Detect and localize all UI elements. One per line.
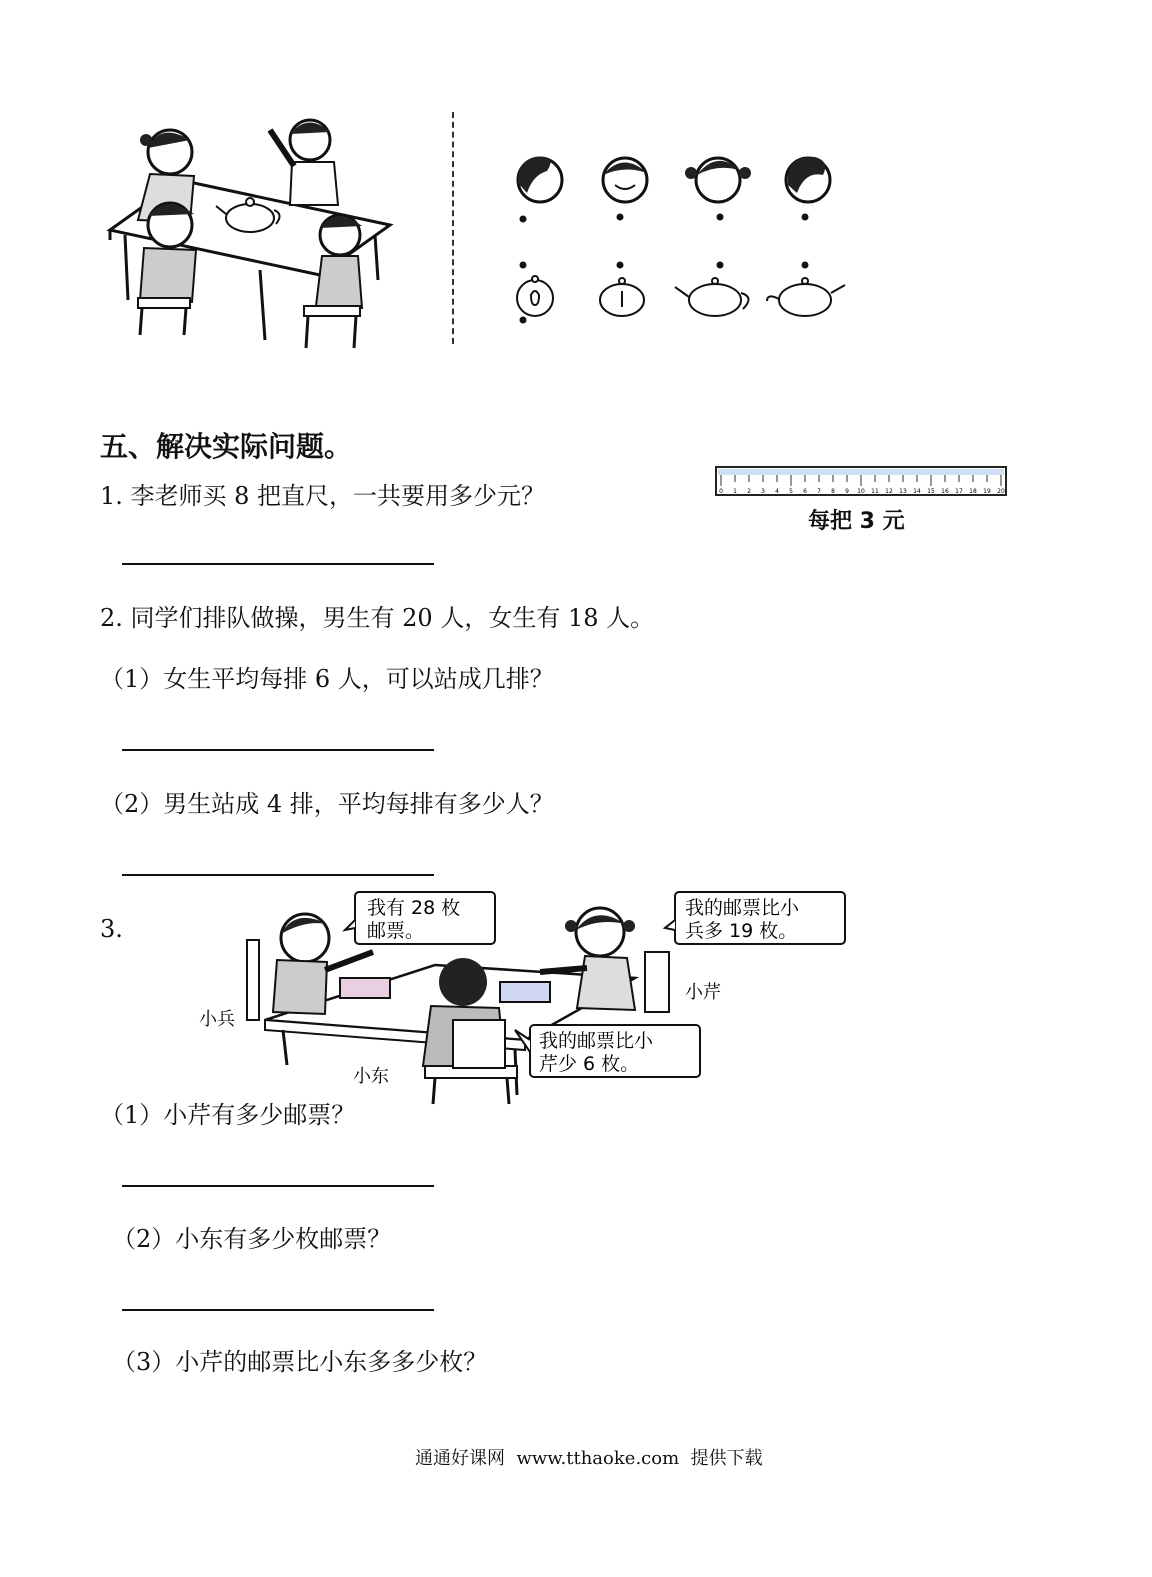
faces-teapots-matching [505, 145, 855, 330]
question-1: 1. 李老师买 8 把直尺，一共要用多少元？ [100, 482, 546, 510]
face-icon-3 [685, 158, 751, 202]
ruler-tick-label: 5 [789, 488, 793, 495]
ruler-tick-label: 6 [803, 488, 807, 495]
dashed-divider [452, 112, 454, 344]
bubble-dong-line-2: 芹少 6 枚。 [539, 1053, 640, 1075]
ruler-tick-label: 8 [831, 488, 835, 495]
answer-line-q1[interactable] [122, 563, 434, 565]
ruler-tick-label: 11 [871, 488, 879, 495]
ruler-tick-label: 18 [969, 488, 977, 495]
question-3-part-2: （2）小东有多少枚邮票？ [112, 1225, 392, 1253]
ruler-tick-label: 12 [885, 488, 893, 495]
teapot-icon-4 [767, 278, 845, 316]
question-2: 2. 同学们排队做操，男生有 20 人，女生有 18 人。 [100, 604, 655, 632]
name-label-bing: 小兵 [199, 1009, 235, 1030]
ruler-tick-label: 16 [941, 488, 949, 495]
ruler-tick-label: 15 [927, 488, 935, 495]
ruler-image [715, 466, 1007, 498]
ruler-tick-label: 1 [733, 488, 737, 495]
ruler-tick-label: 0 [719, 488, 723, 495]
question-3-number: 3. [100, 915, 123, 943]
answer-line-q3-1[interactable] [122, 1185, 434, 1187]
teapot-icon-3 [675, 278, 749, 316]
face-icon-4 [786, 157, 830, 202]
bubble-qin-line-2: 兵多 19 枚。 [685, 920, 798, 942]
name-label-dong: 小东 [353, 1066, 389, 1087]
question-3-part-1: （1）小芹有多少邮票？ [100, 1101, 356, 1129]
ruler-tick-label: 14 [913, 488, 921, 495]
question-2-part-2: （2）男生站成 4 排，平均每排有多少人？ [100, 790, 554, 818]
section-heading: 五、解决实际问题。 [100, 430, 353, 463]
teapot-icon-1 [517, 276, 553, 324]
ruler-tick-label: 4 [775, 488, 779, 495]
name-label-qin: 小芹 [685, 982, 721, 1003]
ruler-tick-label: 9 [845, 488, 849, 495]
ruler-tick-label: 19 [983, 488, 991, 495]
ruler-tick-label: 2 [747, 488, 751, 495]
teapot-icon-2 [600, 278, 644, 316]
ruler-tick-label: 17 [955, 488, 963, 495]
bubble-dong-line-1: 我的邮票比小 [539, 1030, 654, 1052]
ruler-tick-label: 13 [899, 488, 907, 495]
bubble-bing-line-1: 我有 28 枚 [367, 897, 461, 919]
ruler-tick-label: 7 [817, 488, 821, 495]
stamps-illustration [195, 890, 855, 1105]
face-icon-1 [518, 157, 562, 202]
ruler-tick-label: 3 [761, 488, 765, 495]
question-3-part-3: （3）小芹的邮票比小东多多少枚？ [112, 1348, 488, 1376]
footer-source: 通通好课网 www.tthaoke.com 提供下载 [415, 1448, 763, 1469]
answer-line-q2-2[interactable] [122, 874, 434, 876]
ruler-tick-label: 10 [857, 488, 865, 495]
table-children-illustration [100, 110, 400, 355]
answer-line-q2-1[interactable] [122, 749, 434, 751]
ruler-tick-label: 20 [997, 488, 1005, 495]
bubble-bing-line-2: 邮票。 [367, 920, 425, 942]
face-icon-2 [603, 158, 647, 202]
bubble-qin-line-1: 我的邮票比小 [685, 897, 800, 919]
answer-line-q3-2[interactable] [122, 1309, 434, 1311]
question-2-part-1: （1）女生平均每排 6 人，可以站成几排？ [100, 665, 554, 693]
ruler-price-caption: 每把 3 元 [808, 509, 905, 534]
